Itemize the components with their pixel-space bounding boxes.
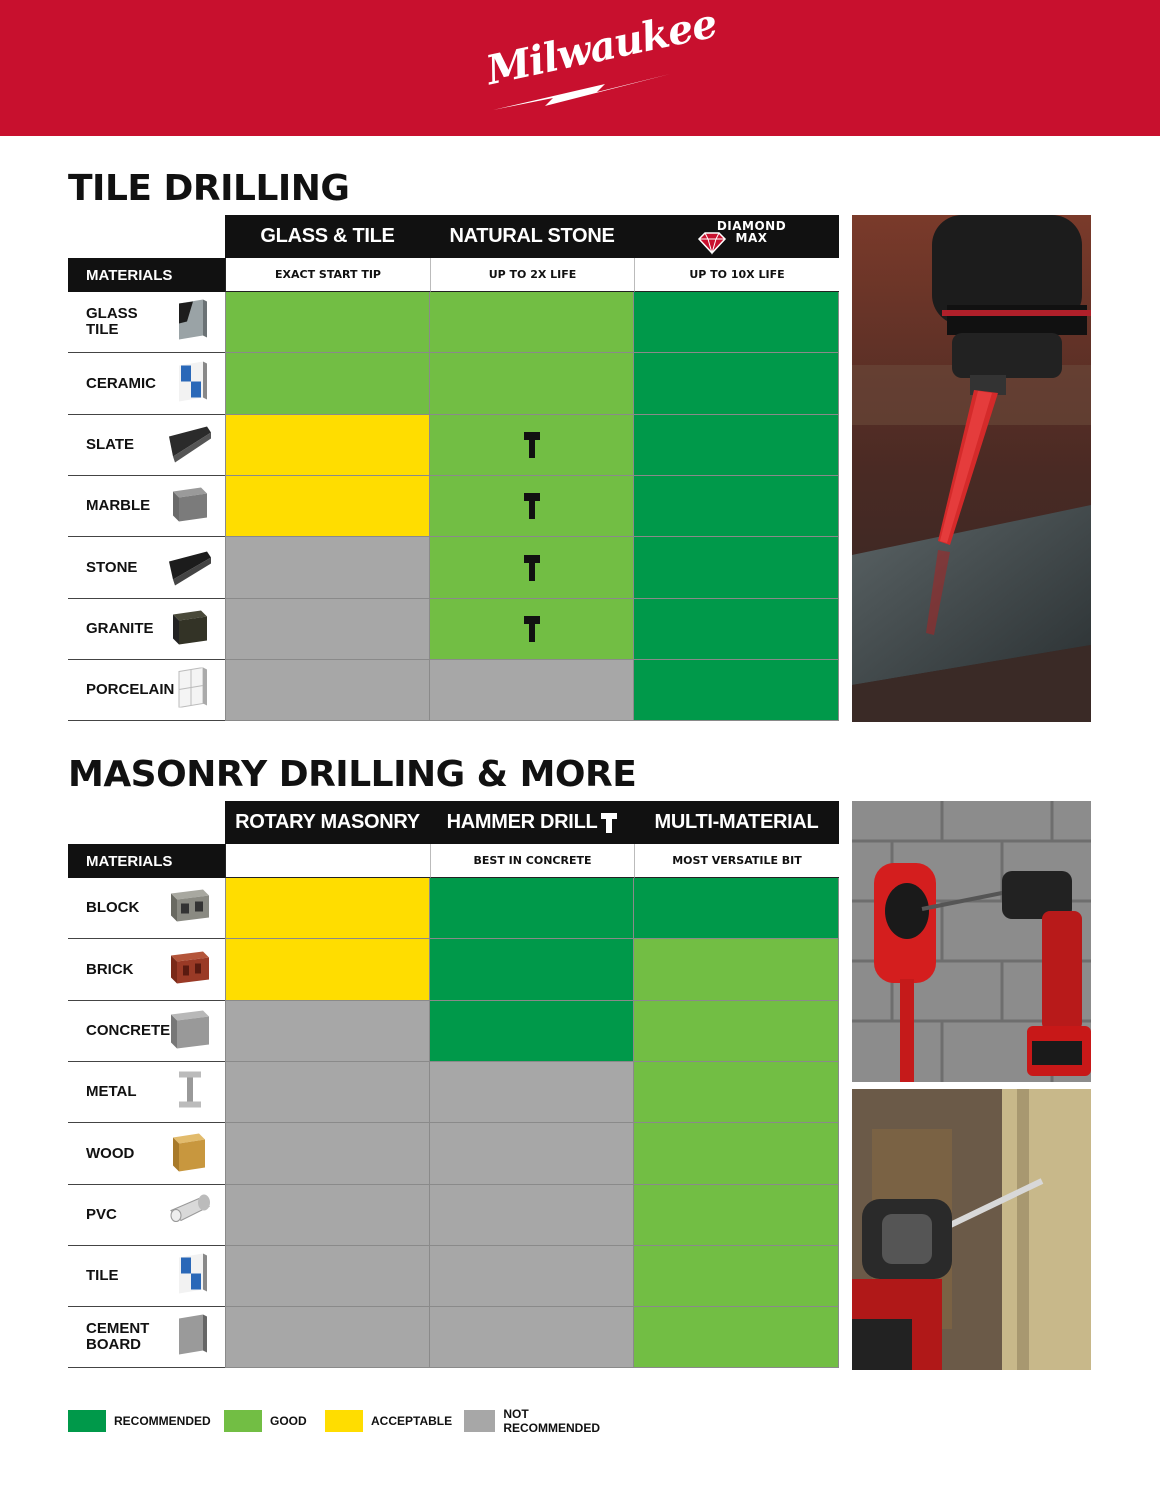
rating-cell-good [430,537,634,599]
col-header-label: GLASS & TILE [260,225,395,247]
material-name: GLASS TILE [86,305,138,338]
rating-cell-good [634,1123,839,1185]
material-name: BRICK [86,960,134,978]
materials-header-label: MATERIALS [86,852,173,870]
row-glass-tile [68,292,225,353]
hammer-icon [524,493,540,519]
row-slate [68,415,225,476]
col-subheader: MOST VERSATILE BIT [634,844,839,878]
row-block [68,878,225,939]
rating-cell-good [634,1307,839,1368]
diamond-icon [697,231,727,255]
rating-cell-acceptable [225,476,430,537]
tile-sample-icon [169,1254,211,1299]
legend-item-acceptable [325,1410,452,1432]
legend-label: GOOD [270,1414,307,1428]
rating-cell-not-recommended [225,1123,430,1185]
material-name: PVC [86,1206,117,1223]
material-name: WOOD [86,1144,135,1162]
rating-cell-not-recommended [225,1246,430,1307]
glass-tile-sample-icon [169,300,211,345]
rating-cell-recommended [634,599,839,660]
rating-cell-not-recommended [430,1307,634,1368]
material-name: CONCRETE [86,1022,171,1039]
row-stone [68,537,225,599]
rating-cell-good [430,353,634,415]
rating-cell-not-recommended [225,599,430,660]
row-pvc [68,1185,225,1246]
brand-header [0,0,1160,136]
legend-swatch [325,1410,363,1432]
milwaukee-logo [482,0,721,114]
row-porcelain [68,660,225,721]
rating-cell-good [225,353,430,415]
tile-drilling-photo [852,215,1091,722]
concrete-sample-icon [169,1009,211,1054]
col-subheader: UP TO 2X LIFE [430,258,634,292]
rating-cell-recommended [634,878,839,939]
rating-cell-not-recommended [225,537,430,599]
row-concrete [68,1001,225,1062]
rating-cell-good [430,476,634,537]
rating-cell-not-recommended [430,1246,634,1307]
rating-cell-good [225,292,430,353]
rating-cell-good [430,415,634,476]
col-header-label: ROTARY MASONRY [235,811,420,833]
col-subheader [225,844,430,878]
row-ceramic [68,353,225,415]
row-brick [68,939,225,1001]
rating-cell-not-recommended [225,1307,430,1368]
col-header-diamond-max [634,215,839,258]
metal-beam-sample-icon [169,1070,211,1115]
legend-label: NOT RECOMMENDED [503,1407,600,1435]
rating-cell-good [634,1001,839,1062]
legend-swatch [68,1410,106,1432]
legend-item-good [224,1410,307,1432]
material-name: METAL [86,1083,137,1100]
pvc-pipe-sample-icon [169,1193,211,1238]
legend-item-recommended [68,1410,211,1432]
col-subheader: BEST IN CONCRETE [430,844,634,878]
hammer-icon [524,616,540,642]
legend-swatch [224,1410,262,1432]
rating-cell-not-recommended [430,1123,634,1185]
rating-cell-acceptable [225,878,430,939]
row-tile [68,1246,225,1307]
ceramic-tile-sample-icon [169,361,211,406]
row-granite [68,599,225,660]
rating-cell-good [430,292,634,353]
rating-cell-not-recommended [430,660,634,721]
col-header-glass-tile [225,215,430,258]
slate-sample-icon [169,423,211,468]
material-name: PORCELAIN [86,681,175,698]
material-name: CEMENT BOARD [86,1320,150,1353]
logo-wordmark: Milwaukee [482,0,721,95]
materials-header [68,844,225,878]
row-wood [68,1123,225,1185]
diamond-max-wordmark: DIAMOND MAX [716,218,787,245]
granite-sample-icon [169,607,211,652]
legend-label: RECOMMENDED [114,1414,211,1428]
col-header-multi-material [634,801,839,844]
rating-cell-acceptable [225,415,430,476]
rating-cell-good [634,1185,839,1246]
col-header-hammer-drill [430,801,634,844]
rating-cell-recommended [430,1001,634,1062]
hammer-icon [524,432,540,458]
rating-cell-recommended [634,476,839,537]
wood-sample-icon [169,1131,211,1176]
material-name: STONE [86,558,138,576]
block-sample-icon [169,886,211,931]
row-marble [68,476,225,537]
col-header-label: HAMMER DRILL [446,811,598,833]
rating-cell-not-recommended [225,1062,430,1123]
col-subheader: UP TO 10X LIFE [634,258,839,292]
rating-cell-recommended [634,353,839,415]
material-name: BLOCK [86,899,140,916]
col-header-label: MULTI-MATERIAL [654,811,819,833]
masonry-drill-photo [852,801,1091,1082]
rating-cell-recommended [430,939,634,1001]
porcelain-sample-icon [169,668,211,713]
hammer-icon [601,813,617,833]
legend-label: ACCEPTABLE [371,1414,453,1428]
lightning-bolt-icon [485,62,675,122]
rating-cell-acceptable [225,939,430,1001]
legend-item-not-recommended [464,1407,607,1435]
materials-header-label: MATERIALS [86,266,173,284]
legend-swatch [464,1410,495,1432]
marble-sample-icon [169,484,211,529]
col-header-label: NATURAL STONE [449,225,615,247]
rating-cell-good [634,939,839,1001]
rating-cell-not-recommended [225,1001,430,1062]
cement-board-sample-icon [169,1315,211,1360]
wood-drill-photo [852,1089,1091,1370]
col-header-rotary-masonry [225,801,430,844]
material-name: SLATE [86,436,135,453]
material-name: GRANITE [86,620,154,637]
row-metal [68,1062,225,1123]
rating-cell-good [634,1246,839,1307]
brick-sample-icon [169,947,211,992]
tile-section-title: TILE DRILLING [68,168,350,209]
rating-cell-recommended [430,878,634,939]
materials-header [68,258,225,292]
rating-cell-not-recommended [225,660,430,721]
row-cement-board [68,1307,225,1368]
material-name: MARBLE [86,497,151,514]
rating-cell-recommended [634,660,839,721]
rating-cell-recommended [634,537,839,599]
material-name: TILE [86,1267,119,1284]
col-header-natural-stone [430,215,634,258]
col-subheader: EXACT START TIP [225,258,430,292]
rating-cell-good [634,1062,839,1123]
masonry-section-title: MASONRY DRILLING & MORE [68,754,637,795]
rating-cell-not-recommended [225,1185,430,1246]
material-name: CERAMIC [86,374,156,392]
rating-cell-recommended [634,292,839,353]
rating-cell-not-recommended [430,1185,634,1246]
rating-cell-recommended [634,415,839,476]
rating-cell-good [430,599,634,660]
stone-sample-icon [169,545,211,590]
rating-cell-not-recommended [430,1062,634,1123]
diamond-max-logo [677,217,797,257]
hammer-icon [524,555,540,581]
